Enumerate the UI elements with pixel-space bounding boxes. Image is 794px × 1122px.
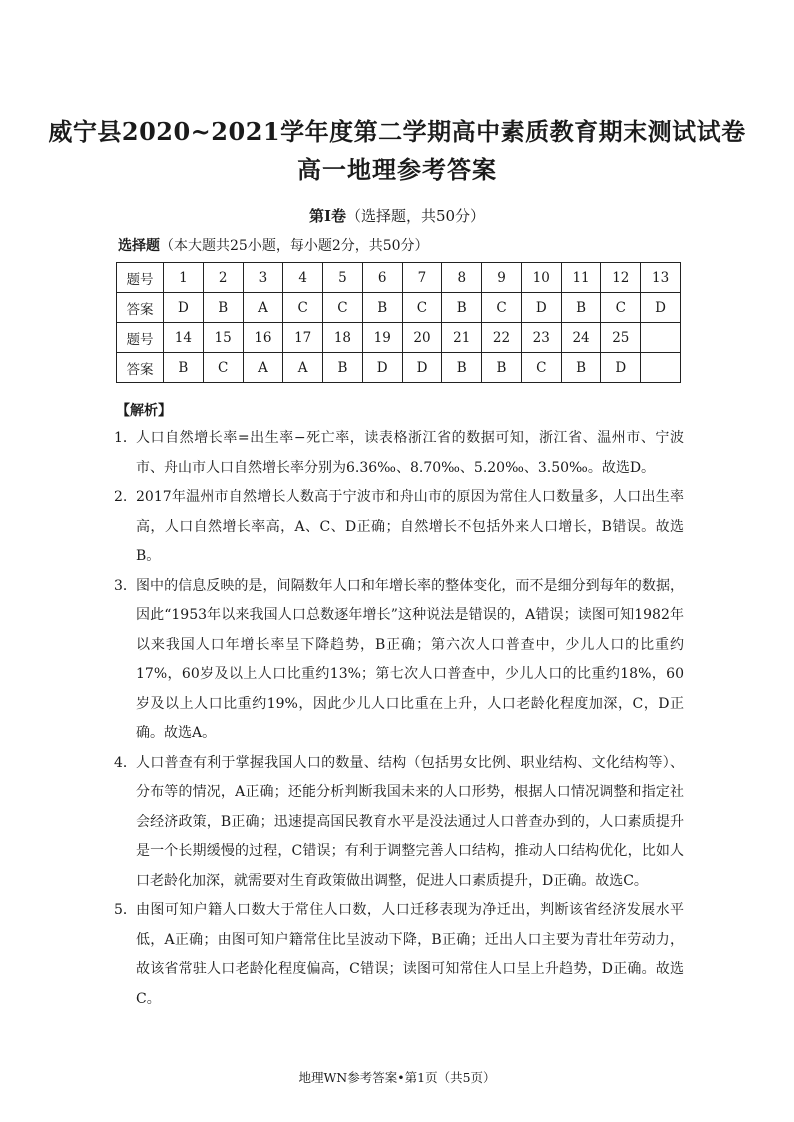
explanation-text: 图中的信息反映的是，间隔数年人口和年增长率的整体变化，而不是细分到每年的数据，因此“1953年以来我国人口总数逐年增长”这种说法是错误的，A错误；读图可知1982年以来我国人口年增长率呈下降趋势，B正确；第六次人口普查中，少儿人口的比重约17%，60岁及以上人口比重约13%；第七次人口普查中，少儿人口的比重约18%，60岁及以上人口比重约19%，因此少儿人口比重在上升，人口老龄化程度加深，C，D正确。故选A。 xyxy=(136,577,684,741)
table-cell: D xyxy=(164,293,204,323)
table-cell: 14 xyxy=(164,323,204,353)
explanation-item xyxy=(114,483,684,572)
table-cell: C xyxy=(521,353,561,383)
table-cell: 11 xyxy=(561,263,601,293)
explanation-number: 5． xyxy=(114,902,137,918)
section-heading xyxy=(0,205,794,226)
table-cell xyxy=(641,323,681,353)
table-cell: D xyxy=(641,293,681,323)
table-cell: 21 xyxy=(442,323,482,353)
table-cell: 19 xyxy=(362,323,402,353)
intro-text: （本大题共25小题，每小题2分，共50分） xyxy=(160,238,429,254)
table-cell: 3 xyxy=(243,263,283,293)
table-cell: 13 xyxy=(641,263,681,293)
explanation-text: 人口普查有利于掌握我国人口的数量、结构（包括男女比例、职业结构、文化结构等）、分布等的情况，A正确；还能分析判断我国未来的人口形势，根据人口情况调整和指定社会经济政策，B正确；迅速提高国民教育水平是没法通过人口普查办到的，人口素质提升是一个长期缓慢的过程，C错误；有利于调整完善人口结构，推动人口结构优化，比如人口老龄化加深，就需要对生育政策做出调整，促进人口素质提升，D正确。故选C。 xyxy=(136,754,684,889)
table-cell: B xyxy=(164,353,204,383)
explanation-text: 由图可知户籍人口数大于常住人口数，人口迁移表现为净迁出，判断该省经济发展水平低，A正确；由图可知户籍常住比呈波动下降，B正确；迁出人口主要为青壮年劳动力，故该省常驻人口老龄化程度偏高，C错误；读图可知常住人口呈上升趋势，D正确。故选C。 xyxy=(136,902,684,1007)
table-row xyxy=(117,263,681,293)
table-cell: 22 xyxy=(482,323,522,353)
table-cell: 8 xyxy=(442,263,482,293)
row-header: 答案 xyxy=(117,293,164,323)
analysis-label: 【解析】 xyxy=(116,403,172,419)
table-cell: 18 xyxy=(323,323,363,353)
row-header: 题号 xyxy=(117,323,164,353)
explanation-item xyxy=(114,572,684,749)
table-cell: 5 xyxy=(323,263,363,293)
table-cell: 24 xyxy=(561,323,601,353)
table-cell: B xyxy=(323,353,363,383)
table-row xyxy=(117,293,681,323)
table-cell: 17 xyxy=(283,323,323,353)
table-cell: B xyxy=(442,353,482,383)
explanation-number: 2. xyxy=(114,489,128,505)
section-label: 第Ⅰ卷 xyxy=(308,207,346,225)
intro-label: 选择题 xyxy=(118,238,160,254)
table-row xyxy=(117,353,681,383)
table-cell: C xyxy=(283,293,323,323)
explanation-text: 人口自然增长率=出生率−死亡率，读表格浙江省的数据可知，浙江省、温州市、宁波市、舟山市人口自然增长率分别为6.36‰、8.70‰、5.20‰、3.50‰。故选D。 xyxy=(136,430,684,476)
explanation-item xyxy=(114,896,684,1014)
table-cell: 7 xyxy=(402,263,442,293)
table-cell: B xyxy=(561,293,601,323)
row-header: 题号 xyxy=(117,263,164,293)
table-cell: A xyxy=(243,353,283,383)
row-header: 答案 xyxy=(117,353,164,383)
answer-table xyxy=(116,262,681,383)
page-footer: 地理WN参考答案•第1页（共5页） xyxy=(298,1070,496,1085)
table-cell: C xyxy=(482,293,522,323)
table-cell: 9 xyxy=(482,263,522,293)
explanation-number: 4． xyxy=(114,754,137,771)
table-cell: 16 xyxy=(243,323,283,353)
page-subtitle: 高一地理参考答案 xyxy=(297,155,497,184)
table-cell: 10 xyxy=(521,263,561,293)
table-cell: D xyxy=(402,353,442,383)
table-cell: 1 xyxy=(164,263,204,293)
explanation-item xyxy=(114,424,684,483)
table-cell: 12 xyxy=(601,263,641,293)
table-cell: D xyxy=(362,353,402,383)
table-cell: B xyxy=(442,293,482,323)
explanation-list xyxy=(114,424,684,1014)
explanation-number: 3． xyxy=(114,577,137,594)
table-row xyxy=(117,323,681,353)
section-sub: （选择题，共50分） xyxy=(345,207,486,225)
table-cell: C xyxy=(323,293,363,323)
table-cell: 6 xyxy=(362,263,402,293)
table-cell: A xyxy=(283,353,323,383)
explanation-number: 1． xyxy=(114,430,137,446)
table-cell: C xyxy=(203,353,243,383)
table-cell: 2 xyxy=(203,263,243,293)
page-title: 威宁县2020~2021学年度第二学期高中素质教育期末测试试卷 xyxy=(48,117,746,146)
table-cell: B xyxy=(482,353,522,383)
table-cell: 25 xyxy=(601,323,641,353)
explanation-item xyxy=(114,749,684,897)
table-cell: 23 xyxy=(521,323,561,353)
table-cell: B xyxy=(561,353,601,383)
table-cell: C xyxy=(402,293,442,323)
table-cell: 20 xyxy=(402,323,442,353)
choice-intro xyxy=(118,235,429,255)
table-cell: 15 xyxy=(203,323,243,353)
table-cell: B xyxy=(203,293,243,323)
table-cell xyxy=(641,353,681,383)
table-cell: A xyxy=(243,293,283,323)
table-cell: 4 xyxy=(283,263,323,293)
table-cell: B xyxy=(362,293,402,323)
table-cell: D xyxy=(601,353,641,383)
table-cell: C xyxy=(601,293,641,323)
explanation-text: 2017年温州市自然增长人数高于宁波市和舟山市的原因为常住人口数量多，人口出生率高，人口自然增长率高，A、C、D正确；自然增长不包括外来人口增长，B错误。故选B。 xyxy=(136,489,684,564)
table-cell: D xyxy=(521,293,561,323)
